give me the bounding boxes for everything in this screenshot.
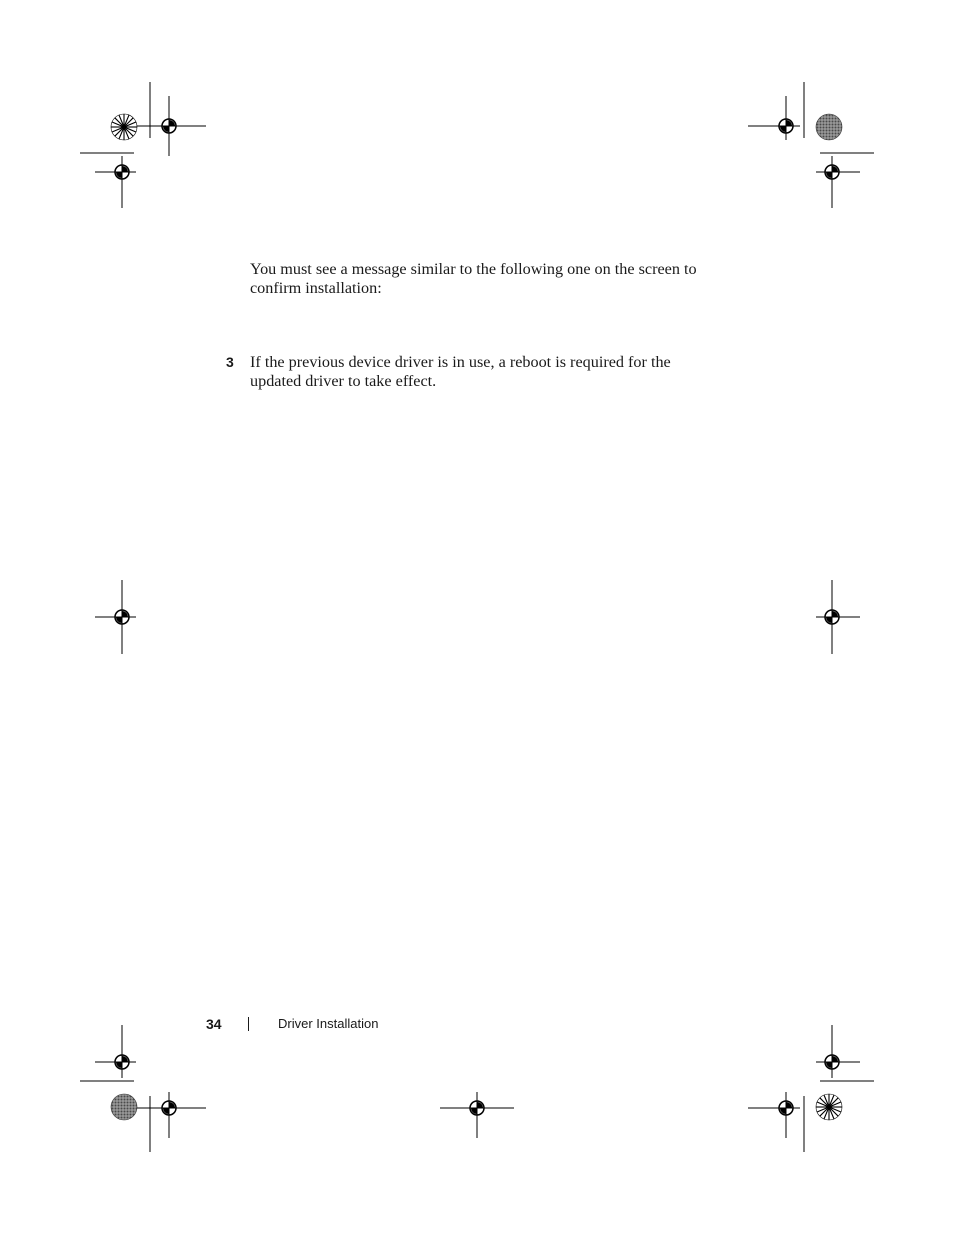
registration-mark [748,96,800,140]
star-target [111,114,137,140]
step-3 [226,353,726,393]
halftone-target [816,114,842,140]
footer-section-title: Driver Installation [278,1016,379,1031]
confirm-installation-paragraph: You must see a message similar to the following one on the screen to confirm installation: [250,260,697,297]
registration-mark [95,580,136,654]
step-text: If the previous device driver is in use, a reboot is required for the updated driver to take effect. [250,353,671,390]
step-number: 3 [226,354,234,370]
registration-mark [132,1092,206,1138]
crop-lines [80,82,874,1152]
registration-mark [440,1092,514,1138]
registration-mark [95,1025,136,1078]
registration-mark [132,96,206,156]
footer-separator [248,1017,249,1031]
registration-mark [748,1092,800,1138]
registration-mark [95,156,136,208]
registration-mark [816,156,860,208]
page-number: 34 [206,1016,222,1032]
registration-mark [816,1025,860,1078]
registration-mark [816,580,860,654]
star-target [816,1094,842,1120]
halftone-target [111,1094,137,1120]
